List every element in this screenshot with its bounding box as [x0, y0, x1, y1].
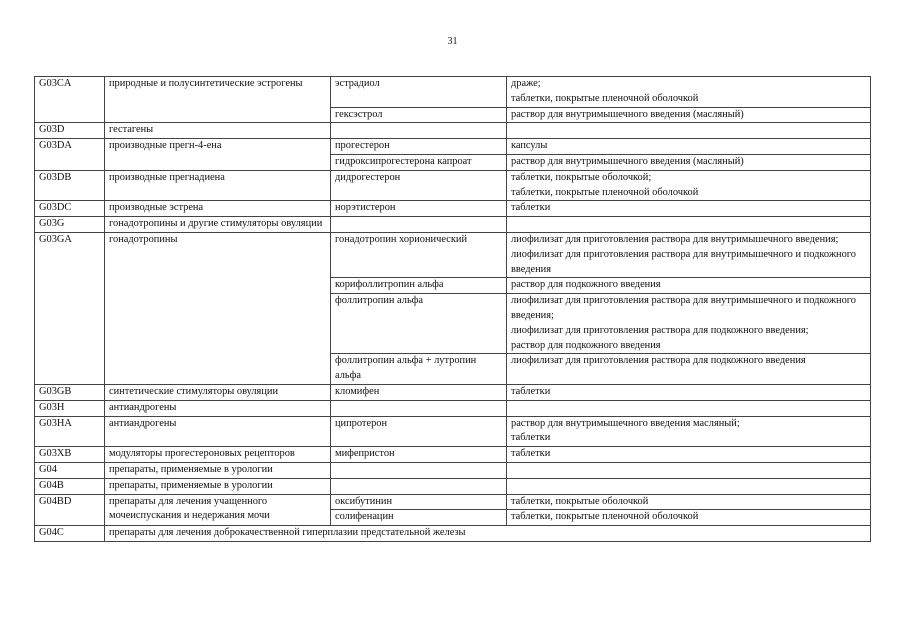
dosage-form-cell	[507, 416, 871, 447]
atc-code-cell: G04BD	[35, 494, 105, 526]
dosage-form: таблетки	[511, 385, 551, 397]
group-cell: природные и полусинтетические эстрогены	[105, 77, 331, 123]
inn-cell	[331, 462, 507, 478]
atc-code-cell: G03CA	[35, 77, 105, 123]
inn-cell	[331, 478, 507, 494]
group-cell: препараты для лечения учащенного мочеиспускания и недержания мочи	[105, 494, 331, 526]
inn-cell: гидроксипрогестерона капроат	[331, 154, 507, 170]
group-cell: гестагены	[105, 123, 331, 139]
table-row	[35, 123, 871, 139]
dosage-form: раствор для внутримышечного введения масляный;	[511, 417, 740, 429]
dosage-form: раствор для внутримышечного введения (масляный)	[511, 108, 744, 120]
group-cell: производные прегнадиена	[105, 170, 331, 201]
dosage-form-cell	[507, 354, 871, 385]
dosage-form: таблетки, покрытые пленочной оболочкой	[511, 511, 699, 523]
group-cell: гонадотропины и другие стимуляторы овуляции	[105, 217, 331, 233]
atc-code-cell: G03GB	[35, 384, 105, 400]
inn-cell: фоллитропин альфа + лутропин альфа	[331, 354, 507, 385]
dosage-form: таблетки, покрытые оболочкой;	[511, 171, 652, 183]
table-row	[35, 232, 871, 277]
dosage-form: капсулы	[511, 140, 548, 152]
inn-cell: дидрогестерон	[331, 170, 507, 201]
atc-code-cell: G03HA	[35, 416, 105, 447]
inn-cell: кломифен	[331, 384, 507, 400]
table-row	[35, 201, 871, 217]
dosage-form-cell	[507, 107, 871, 123]
dosage-form-cell	[507, 294, 871, 354]
group-cell: гонадотропины	[105, 232, 331, 384]
table-row	[35, 217, 871, 233]
atc-code-cell: G03G	[35, 217, 105, 233]
group-cell: антиандрогены	[105, 416, 331, 447]
atc-code-cell: G04	[35, 462, 105, 478]
dosage-form-cell	[507, 447, 871, 463]
inn-cell: корифоллитропин альфа	[331, 278, 507, 294]
group-cell: производные эстрена	[105, 201, 331, 217]
dosage-form-cell	[507, 278, 871, 294]
dosage-form-cell	[507, 217, 871, 233]
dosage-form-cell	[507, 139, 871, 155]
inn-cell: ципротерон	[331, 416, 507, 447]
dosage-form-cell	[507, 478, 871, 494]
atc-code-cell: G03DA	[35, 139, 105, 171]
dosage-form: лиофилизат для приготовления раствора для внутримышечного введения;	[511, 233, 839, 245]
dosage-form-cell	[507, 384, 871, 400]
dosage-form: таблетки	[511, 202, 551, 214]
dosage-form-cell	[507, 232, 871, 277]
dosage-form-cell	[507, 510, 871, 526]
atc-code-cell: G03GA	[35, 232, 105, 384]
group-cell: препараты для лечения доброкачественной гиперплазии предстательной железы	[105, 526, 871, 542]
dosage-form-cell	[507, 154, 871, 170]
inn-cell: фоллитропин альфа	[331, 294, 507, 354]
page-number: 31	[447, 36, 458, 47]
atc-code-cell: G04C	[35, 526, 105, 542]
atc-code-cell: G03D	[35, 123, 105, 139]
inn-cell: гонадотропин хорионический	[331, 232, 507, 277]
dosage-form-cell	[507, 123, 871, 139]
table-row	[35, 170, 871, 201]
dosage-form: лиофилизат для приготовления раствора для внутримышечного и подкожного введения;	[511, 295, 856, 321]
group-cell: производные прегн-4-ена	[105, 139, 331, 171]
table-row	[35, 462, 871, 478]
table-row	[35, 139, 871, 155]
dosage-form: таблетки	[511, 448, 551, 460]
dosage-form-cell	[507, 400, 871, 416]
inn-cell: солифенацин	[331, 510, 507, 526]
table-row	[35, 478, 871, 494]
dosage-form: раствор для подкожного введения	[511, 279, 661, 291]
drug-table	[34, 76, 871, 542]
atc-code-cell: G03H	[35, 400, 105, 416]
group-cell: препараты, применяемые в урологии	[105, 462, 331, 478]
group-cell: препараты, применяемые в урологии	[105, 478, 331, 494]
table-row	[35, 447, 871, 463]
inn-cell: эстрадиол	[331, 77, 507, 108]
group-cell: синтетические стимуляторы овуляции	[105, 384, 331, 400]
inn-cell: норэтистерон	[331, 201, 507, 217]
group-cell: антиандрогены	[105, 400, 331, 416]
table-row	[35, 494, 871, 510]
table-row	[35, 77, 871, 108]
inn-cell	[331, 400, 507, 416]
inn-cell: мифепристон	[331, 447, 507, 463]
atc-code-cell: G04B	[35, 478, 105, 494]
dosage-form: таблетки, покрытые пленочной оболочкой	[511, 92, 699, 104]
table-row	[35, 526, 871, 542]
inn-cell	[331, 217, 507, 233]
inn-cell: оксибутинин	[331, 494, 507, 510]
inn-cell	[331, 123, 507, 139]
dosage-form: лиофилизат для приготовления раствора для подкожного введения	[511, 355, 806, 367]
dosage-form: лиофилизат для приготовления раствора для подкожного введения;	[511, 324, 809, 336]
dosage-form: таблетки, покрытые оболочкой	[511, 495, 649, 507]
inn-cell: гексэстрол	[331, 107, 507, 123]
group-cell: модуляторы прогестероновых рецепторов	[105, 447, 331, 463]
dosage-form: таблетки, покрытые пленочной оболочкой	[511, 186, 699, 198]
atc-code-cell: G03DB	[35, 170, 105, 201]
dosage-form: раствор для подкожного введения	[511, 339, 661, 351]
dosage-form-cell	[507, 494, 871, 510]
dosage-form-cell	[507, 170, 871, 201]
dosage-form: раствор для внутримышечного введения (масляный)	[511, 155, 744, 167]
atc-code-cell: G03XB	[35, 447, 105, 463]
dosage-form: таблетки	[511, 432, 551, 444]
inn-cell: прогестерон	[331, 139, 507, 155]
table-row	[35, 400, 871, 416]
dosage-form: драже;	[511, 78, 541, 89]
dosage-form-cell	[507, 201, 871, 217]
dosage-form-cell	[507, 462, 871, 478]
dosage-form-cell	[507, 77, 871, 108]
table-row	[35, 416, 871, 447]
table-row	[35, 384, 871, 400]
atc-code-cell: G03DC	[35, 201, 105, 217]
dosage-form: лиофилизат для приготовления раствора для внутримышечного и подкожного введения	[511, 248, 856, 275]
